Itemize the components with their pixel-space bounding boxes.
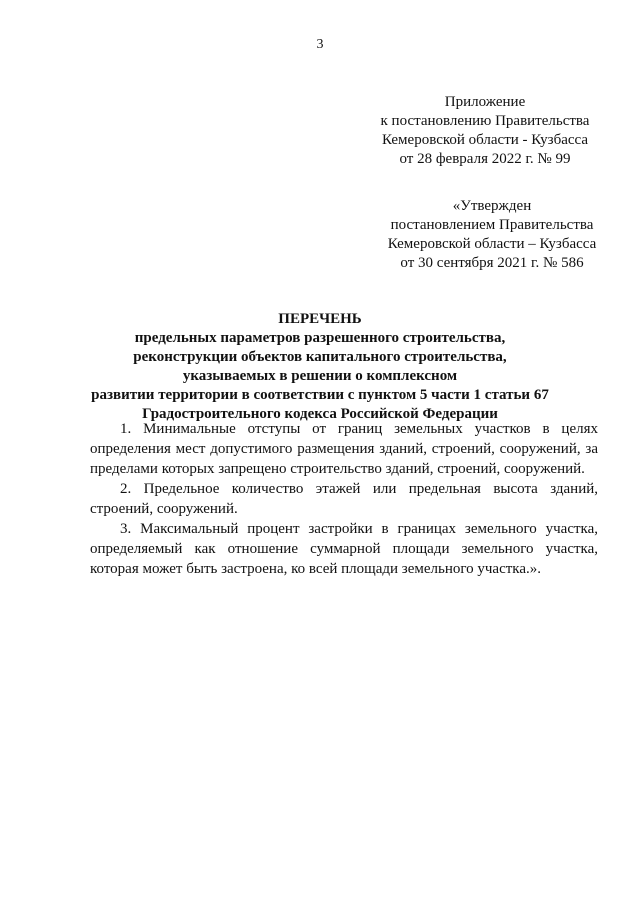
- page-number: 3: [316, 37, 324, 52]
- approved-line: Кемеровской области – Кузбасса: [387, 236, 597, 252]
- approved-line: постановлением Правительства: [390, 217, 594, 233]
- list-item: 1. Минимальные отступы от границ земельных участков в целях определения мест допустимого размещения зданий, строений, сооружений, за пределами которых запрещено строительство зданий, строений, сооружений.: [90, 421, 598, 477]
- title-line: предельных параметров разрешенного строительства,: [134, 330, 506, 346]
- appendix-line: Кемеровской области - Кузбасса: [381, 132, 589, 148]
- title-line: развитии территории в соответствии с пунктом 5 части 1 статьи 67: [91, 387, 549, 403]
- document-title: [60, 310, 580, 424]
- title-line: указываемых в решении о комплексном: [182, 368, 458, 384]
- title-line: Градостроительного кодекса Российской Федерации: [142, 406, 498, 422]
- list-item: 2. Предельное количество этажей или предельная высота зданий, строений, сооружений.: [90, 481, 598, 517]
- title-line: реконструкции объектов капитального строительства,: [133, 349, 507, 365]
- title-line: ПЕРЕЧЕНЬ: [278, 311, 362, 327]
- appendix-block: [355, 93, 615, 169]
- approved-line: от 30 сентября 2021 г. № 586: [400, 255, 584, 271]
- appendix-line: Приложение: [444, 94, 526, 110]
- approved-block: [362, 197, 622, 273]
- appendix-line: от 28 февраля 2022 г. № 99: [399, 151, 571, 167]
- list-item: 3. Максимальный процент застройки в границах земельного участка, определяемый как отношение суммарной площади земельного участка, которая может быть застроена, ко всей площади земельного участка.».: [90, 521, 598, 577]
- document-body: [90, 419, 598, 579]
- approved-line: «Утвержден: [452, 198, 532, 214]
- appendix-line: к постановлению Правительства: [380, 113, 590, 129]
